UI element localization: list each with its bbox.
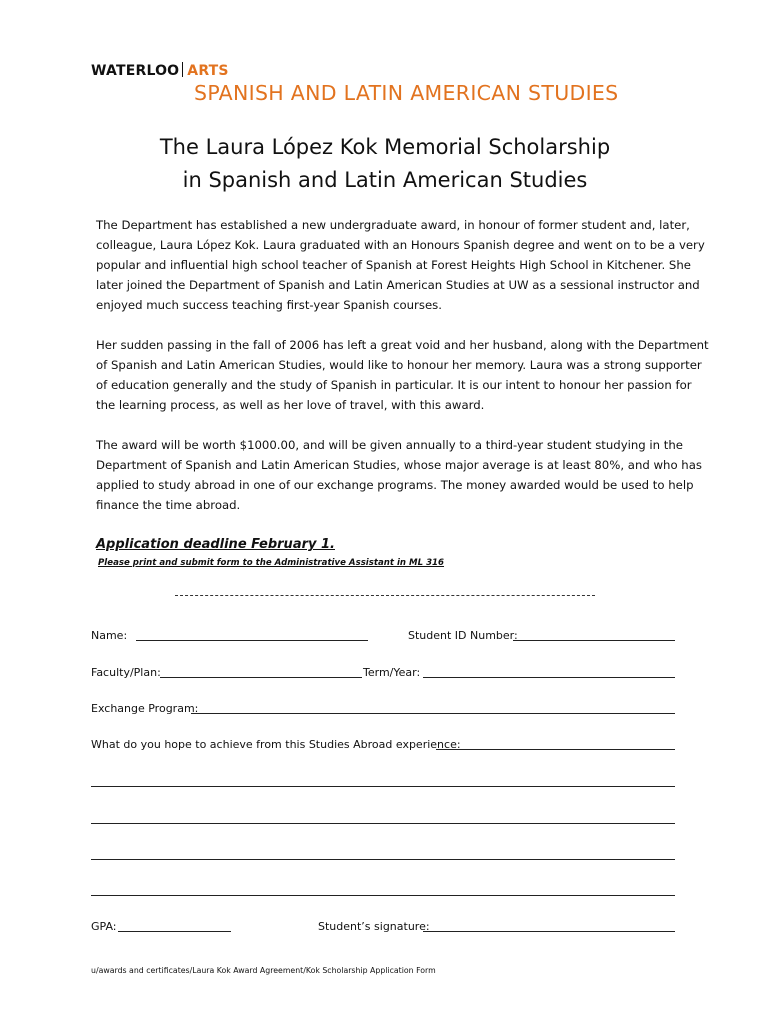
waterloo-arts-logo xyxy=(91,62,229,79)
paragraph-line: enjoyed much success teaching first-year Spanish courses. xyxy=(96,298,442,312)
logo-arts: ARTS xyxy=(187,63,229,79)
paragraph-line: finance the time abroad. xyxy=(96,498,241,512)
signature-field[interactable] xyxy=(423,931,675,932)
paragraph-line: the learning process, as well as her love of travel, with this award. xyxy=(96,398,485,412)
logo-divider xyxy=(182,62,183,77)
gpa-field[interactable] xyxy=(118,931,231,932)
department-name: SPANISH AND LATIN AMERICAN STUDIES xyxy=(194,81,619,105)
paragraph-line: The award will be worth $1000.00, and will be given annually to a third-year student studying in the xyxy=(96,438,683,452)
student-id-label: Student ID Number: xyxy=(408,629,518,642)
faculty-plan-label: Faculty/Plan: xyxy=(91,666,161,679)
paragraph-line: The Department has established a new undergraduate award, in honour of former student and, later, xyxy=(96,218,690,232)
term-year-label: Term/Year: xyxy=(363,666,421,679)
submission-note: Please print and submit form to the Administrative Assistant in ML 316 xyxy=(98,558,445,568)
student-id-field[interactable] xyxy=(513,640,675,641)
hope-to-achieve-label: What do you hope to achieve from this Studies Abroad experience: xyxy=(91,738,461,751)
footer-file-path: u/awards and certificates/Laura Kok Award Agreement/Kok Scholarship Application Form xyxy=(91,966,436,975)
exchange-program-label: Exchange Program: xyxy=(91,702,199,715)
answer-line[interactable] xyxy=(91,859,675,860)
paragraph-line: of Spanish and Latin American Studies, would like to honour her memory. Laura was a strong supporter xyxy=(96,358,702,372)
name-label: Name: xyxy=(91,629,128,642)
answer-line[interactable] xyxy=(91,823,675,824)
paragraph-line: later joined the Department of Spanish and Latin American Studies at UW as a sessional instructor and xyxy=(96,278,700,292)
logo-waterloo: WATERLOO xyxy=(91,63,180,79)
page-title-line-1: The Laura López Kok Memorial Scholarship xyxy=(159,135,611,159)
name-field[interactable] xyxy=(136,640,368,641)
term-year-field[interactable] xyxy=(423,677,675,678)
dashed-divider xyxy=(175,595,595,596)
paragraph-line: popular and influential high school teacher of Spanish at Forest Heights High School in Kitchener. She xyxy=(96,258,691,272)
gpa-label: GPA: xyxy=(91,920,117,933)
paragraph-memory xyxy=(96,335,709,415)
paragraph-award-details xyxy=(96,435,702,515)
hope-to-achieve-field[interactable] xyxy=(436,749,675,750)
paragraph-line: Department of Spanish and Latin American Studies, whose major average is at least 80%, and who has xyxy=(96,458,702,472)
paragraph-line: applied to study abroad in one of our exchange programs. The money awarded would be used to help xyxy=(96,478,694,492)
answer-line[interactable] xyxy=(91,895,675,896)
paragraph-line: of education generally and the study of Spanish in particular. It is our intent to honour her passion for xyxy=(96,378,692,392)
paragraph-intro xyxy=(96,215,705,315)
answer-line[interactable] xyxy=(91,786,675,787)
paragraph-line: Her sudden passing in the fall of 2006 has left a great void and her husband, along with the Department xyxy=(96,338,709,352)
application-deadline: Application deadline February 1. xyxy=(96,537,335,552)
exchange-program-field[interactable] xyxy=(191,713,675,714)
page-title-line-2: in Spanish and Latin American Studies xyxy=(182,168,588,192)
faculty-plan-field[interactable] xyxy=(160,677,362,678)
paragraph-line: colleague, Laura López Kok. Laura graduated with an Honours Spanish degree and went on to be a very xyxy=(96,238,705,252)
signature-label: Student’s signature: xyxy=(318,920,430,933)
